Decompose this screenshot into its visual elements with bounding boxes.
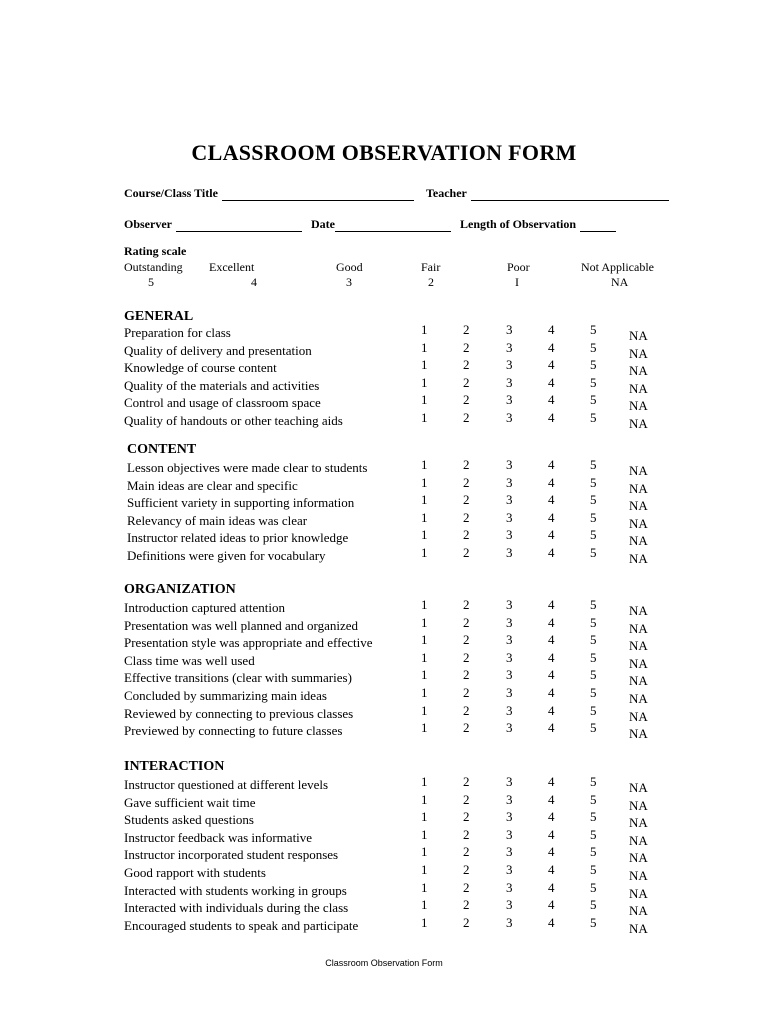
rating-option[interactable]: 2 <box>463 374 470 390</box>
observer-blank[interactable] <box>176 219 302 232</box>
rating-option[interactable]: 1 <box>421 897 428 913</box>
rating-option[interactable]: 5 <box>590 597 597 612</box>
rating-option[interactable]: 5 <box>590 374 597 390</box>
rating-option[interactable]: 5 <box>590 702 597 718</box>
rating-option-na[interactable]: NA <box>629 832 648 848</box>
scale-value: 4 <box>251 275 257 289</box>
rating-option[interactable]: 3 <box>506 720 513 736</box>
rating-option[interactable]: 2 <box>463 844 470 860</box>
scale-label: Excellent <box>209 260 255 274</box>
criterion-label: Good rapport with students <box>124 865 266 880</box>
criterion-label: Class time was well used <box>124 652 255 668</box>
rating-option[interactable]: 5 <box>590 614 597 630</box>
rating-option-na[interactable]: NA <box>629 903 648 919</box>
rating-option[interactable]: 3 <box>506 545 513 560</box>
rating-option[interactable]: 2 <box>463 685 470 700</box>
rating-option-na[interactable]: NA <box>629 498 648 514</box>
rating-option[interactable]: 2 <box>463 392 470 408</box>
rating-option[interactable]: 1 <box>421 410 428 425</box>
criterion-label: Instructor incorporated student responses <box>124 847 339 863</box>
rating-option[interactable]: 1 <box>421 492 428 508</box>
rating-option-na[interactable]: NA <box>629 638 648 654</box>
criterion-label: Presentation was well planned and organized <box>124 617 359 633</box>
rating-option[interactable]: 3 <box>506 509 513 525</box>
rating-option[interactable]: 1 <box>421 844 428 860</box>
rating-option[interactable]: 1 <box>421 774 428 789</box>
rating-option-na[interactable]: NA <box>629 345 648 361</box>
rating-option[interactable]: 3 <box>506 879 513 895</box>
rating-option[interactable]: 1 <box>421 685 428 700</box>
rating-option[interactable]: 2 <box>463 809 470 825</box>
scale-label: Good <box>336 260 363 274</box>
scale-label: Poor <box>507 260 530 274</box>
rating-option[interactable]: 2 <box>463 914 470 930</box>
rating-option[interactable]: 4 <box>548 597 555 612</box>
criterion-label: Quality of handouts or other teaching aids <box>124 413 343 428</box>
rating-option-na[interactable]: NA <box>629 726 648 742</box>
rating-option[interactable]: 3 <box>506 914 513 930</box>
criterion-label: Previewed by connecting to future classes <box>124 723 343 739</box>
observer-field[interactable] <box>124 217 302 232</box>
rating-option[interactable]: 4 <box>548 914 555 930</box>
rating-option[interactable]: 4 <box>548 844 555 860</box>
criterion-label: Encouraged students to speak and participate <box>124 917 359 933</box>
rating-option-na[interactable]: NA <box>629 533 648 549</box>
rating-option[interactable]: 5 <box>590 791 597 807</box>
rating-option[interactable]: 1 <box>421 914 428 930</box>
section-heading: GENERAL <box>124 309 194 324</box>
course-title-field[interactable] <box>124 186 414 201</box>
rating-option[interactable]: 5 <box>590 509 597 525</box>
rating-option[interactable]: 2 <box>463 492 470 508</box>
criterion-label: Main ideas are clear and specific <box>127 477 298 493</box>
rating-option-na[interactable]: NA <box>629 398 648 414</box>
rating-option[interactable]: 5 <box>590 474 597 490</box>
rating-option[interactable]: 1 <box>421 862 428 877</box>
rating-option[interactable]: 4 <box>548 474 555 490</box>
rating-option[interactable]: 2 <box>463 322 470 337</box>
rating-option[interactable]: 4 <box>548 357 555 373</box>
rating-option-na[interactable]: NA <box>629 603 648 618</box>
date-field[interactable] <box>311 217 451 232</box>
rating-option[interactable]: 2 <box>463 774 470 789</box>
rating-option[interactable]: 2 <box>463 667 470 683</box>
criterion-label: Control and usage of classroom space <box>124 395 321 411</box>
rating-option[interactable]: 3 <box>506 492 513 508</box>
rating-option[interactable]: 3 <box>506 685 513 700</box>
rating-option[interactable]: 5 <box>590 667 597 683</box>
rating-option-na[interactable]: NA <box>629 708 648 724</box>
rating-option-na[interactable]: NA <box>629 620 648 636</box>
rating-option[interactable]: 1 <box>421 357 428 373</box>
criterion-label: Gave sufficient wait time <box>124 794 256 810</box>
criterion-label: Concluded by summarizing main ideas <box>124 688 327 703</box>
date-blank[interactable] <box>335 219 451 232</box>
rating-option[interactable]: 2 <box>463 357 470 373</box>
rating-option[interactable]: 4 <box>548 862 555 877</box>
rating-option[interactable]: 3 <box>506 474 513 490</box>
rating-option[interactable]: 3 <box>506 826 513 842</box>
rating-option[interactable]: 4 <box>548 897 555 913</box>
rating-option[interactable]: 5 <box>590 720 597 736</box>
rating-option-na[interactable]: NA <box>629 416 648 431</box>
rating-option[interactable]: 5 <box>590 545 597 560</box>
rating-option[interactable]: 5 <box>590 685 597 700</box>
rating-option[interactable]: 4 <box>548 632 555 648</box>
rating-option[interactable]: 2 <box>463 649 470 665</box>
section-heading: INTERACTION <box>124 759 225 774</box>
rating-option[interactable]: 1 <box>421 527 428 543</box>
criterion-label: Interacted with students working in groups <box>124 882 347 898</box>
rating-option[interactable]: 4 <box>548 826 555 842</box>
criterion-label: Definitions were given for vocabulary <box>127 548 326 563</box>
rating-option[interactable]: 2 <box>463 632 470 648</box>
rating-option[interactable]: 5 <box>590 914 597 930</box>
rating-option[interactable]: 1 <box>421 879 428 895</box>
teacher-label: Teacher <box>426 186 467 200</box>
length-field[interactable] <box>460 217 616 232</box>
criterion-label: Instructor questioned at different levels <box>124 777 329 792</box>
rating-option[interactable]: 2 <box>463 862 470 877</box>
criterion-label: Interacted with individuals during the class <box>124 900 349 916</box>
rating-option[interactable]: 3 <box>506 649 513 665</box>
rating-option[interactable]: 5 <box>590 844 597 860</box>
rating-option[interactable]: 4 <box>548 685 555 700</box>
rating-option[interactable]: 2 <box>463 457 470 472</box>
rating-option[interactable]: 5 <box>590 392 597 408</box>
criterion-label: Knowledge of course content <box>124 360 277 376</box>
rating-scale-heading: Rating scale <box>124 244 187 258</box>
rating-option[interactable]: 1 <box>421 632 428 648</box>
scale-label: Not Applicable <box>581 260 654 274</box>
rating-option-na[interactable]: NA <box>629 363 648 379</box>
rating-option[interactable]: 3 <box>506 844 513 860</box>
rating-option[interactable]: 4 <box>548 457 555 472</box>
rating-option[interactable]: 3 <box>506 897 513 913</box>
rating-option[interactable]: 2 <box>463 410 470 425</box>
rating-option[interactable]: 4 <box>548 809 555 825</box>
rating-option[interactable]: 5 <box>590 322 597 337</box>
rating-option-na[interactable]: NA <box>629 920 648 936</box>
rating-option[interactable]: 3 <box>506 774 513 789</box>
rating-option[interactable]: 5 <box>590 357 597 373</box>
criterion-label: Introduction captured attention <box>124 600 286 615</box>
criterion-label: Preparation for class <box>124 325 231 340</box>
criterion-label: Reviewed by connecting to previous classes <box>124 705 354 721</box>
rating-option[interactable]: 3 <box>506 339 513 355</box>
rating-option[interactable]: 1 <box>421 339 428 355</box>
rating-option[interactable]: 3 <box>506 862 513 877</box>
scale-label: Outstanding <box>124 260 183 274</box>
rating-option-na[interactable]: NA <box>629 780 648 795</box>
rating-option[interactable]: 1 <box>421 545 428 560</box>
scale-value: 5 <box>148 275 154 289</box>
rating-option[interactable]: 4 <box>548 545 555 560</box>
rating-option[interactable]: 4 <box>548 720 555 736</box>
rating-option[interactable]: 3 <box>506 322 513 337</box>
scale-value: 2 <box>428 275 434 289</box>
rating-option-na[interactable]: NA <box>629 815 648 831</box>
rating-option[interactable]: 5 <box>590 809 597 825</box>
criterion-label: Lesson objectives were made clear to students <box>127 460 368 475</box>
rating-option[interactable]: 3 <box>506 809 513 825</box>
rating-option[interactable]: 5 <box>590 879 597 895</box>
rating-option[interactable]: 5 <box>590 492 597 508</box>
length-label: Length of Observation <box>460 217 577 231</box>
rating-option-na[interactable]: NA <box>629 850 648 866</box>
rating-option[interactable]: 3 <box>506 614 513 630</box>
rating-option[interactable]: 4 <box>548 527 555 543</box>
rating-option[interactable]: 2 <box>463 791 470 807</box>
scale-value: NA <box>611 275 629 289</box>
rating-option-na[interactable]: NA <box>629 480 648 496</box>
rating-option[interactable]: 1 <box>421 702 428 718</box>
rating-option[interactable]: 4 <box>548 649 555 665</box>
rating-option[interactable]: 4 <box>548 392 555 408</box>
criterion-label: Quality of the materials and activities <box>124 377 320 393</box>
criterion-label: Students asked questions <box>124 812 254 828</box>
rating-option-na[interactable]: NA <box>629 797 648 813</box>
rating-option[interactable]: 2 <box>463 509 470 525</box>
rating-option[interactable]: 3 <box>506 632 513 648</box>
rating-option[interactable]: 4 <box>548 374 555 390</box>
page-footer: Classroom Observation Form <box>325 958 443 968</box>
rating-option[interactable]: 4 <box>548 410 555 425</box>
rating-option-na[interactable]: NA <box>629 691 648 706</box>
rating-option[interactable]: 3 <box>506 791 513 807</box>
criterion-label: Effective transitions (clear with summaries) <box>124 670 352 686</box>
rating-option-na[interactable]: NA <box>629 655 648 671</box>
rating-option[interactable]: 2 <box>463 597 470 612</box>
length-blank[interactable] <box>580 219 616 232</box>
page-title: CLASSROOM OBSERVATION FORM <box>191 140 577 165</box>
section-heading: CONTENT <box>127 442 197 457</box>
rating-option[interactable]: 5 <box>590 774 597 789</box>
rating-option[interactable]: 5 <box>590 826 597 842</box>
rating-option[interactable]: 2 <box>463 826 470 842</box>
rating-option[interactable]: 3 <box>506 374 513 390</box>
rating-option[interactable]: 4 <box>548 791 555 807</box>
criterion-label: Sufficient variety in supporting information <box>127 495 355 511</box>
rating-option[interactable]: 2 <box>463 720 470 736</box>
rating-option-na[interactable]: NA <box>629 463 648 478</box>
rating-option-na[interactable]: NA <box>629 515 648 531</box>
rating-option[interactable]: 1 <box>421 597 428 612</box>
rating-option[interactable]: 3 <box>506 392 513 408</box>
observer-label: Observer <box>124 217 172 231</box>
rating-option[interactable]: 5 <box>590 339 597 355</box>
scale-value: I <box>515 275 519 289</box>
rating-option[interactable]: 5 <box>590 410 597 425</box>
rating-option[interactable]: 3 <box>506 357 513 373</box>
rating-option[interactable]: 3 <box>506 597 513 612</box>
teacher-field[interactable] <box>426 186 669 201</box>
rating-option[interactable]: 4 <box>548 774 555 789</box>
rating-option[interactable]: 1 <box>421 720 428 736</box>
rating-option[interactable]: 5 <box>590 897 597 913</box>
rating-option-na[interactable]: NA <box>629 868 648 883</box>
rating-option[interactable]: 5 <box>590 527 597 543</box>
rating-option[interactable]: 1 <box>421 667 428 683</box>
rating-option[interactable]: 5 <box>590 649 597 665</box>
course-title-blank[interactable] <box>222 188 414 201</box>
rating-option[interactable]: 1 <box>421 322 428 337</box>
rating-option[interactable]: 2 <box>463 614 470 630</box>
rating-option[interactable]: 2 <box>463 474 470 490</box>
rating-option-na[interactable]: NA <box>629 380 648 396</box>
rating-option[interactable]: 2 <box>463 879 470 895</box>
criterion-label: Quality of delivery and presentation <box>124 342 312 358</box>
rating-option[interactable]: 5 <box>590 457 597 472</box>
rating-option[interactable]: 4 <box>548 879 555 895</box>
rating-option[interactable]: 1 <box>421 649 428 665</box>
rating-option[interactable]: 2 <box>463 527 470 543</box>
criterion-label: Relevancy of main ideas was clear <box>127 512 308 528</box>
rating-option[interactable]: 4 <box>548 509 555 525</box>
rating-option[interactable]: 1 <box>421 809 428 825</box>
date-label: Date <box>311 217 335 231</box>
rating-option[interactable]: 4 <box>548 322 555 337</box>
rating-option[interactable]: 1 <box>421 457 428 472</box>
criterion-label: Presentation style was appropriate and effective <box>124 635 373 651</box>
criterion-label: Instructor related ideas to prior knowledge <box>127 530 349 546</box>
rating-option[interactable]: 2 <box>463 897 470 913</box>
rating-option[interactable]: 3 <box>506 667 513 683</box>
rating-option[interactable]: 4 <box>548 339 555 355</box>
rating-option[interactable]: 4 <box>548 614 555 630</box>
rating-option[interactable]: 3 <box>506 702 513 718</box>
rating-option-na[interactable]: NA <box>629 885 648 901</box>
course-title-label: Course/Class Title <box>124 186 218 200</box>
rating-option[interactable]: 5 <box>590 632 597 648</box>
rating-option[interactable]: 1 <box>421 392 428 408</box>
rating-option[interactable]: 2 <box>463 339 470 355</box>
rating-option-na[interactable]: NA <box>629 328 648 343</box>
rating-option[interactable]: 1 <box>421 509 428 525</box>
rating-option[interactable]: 1 <box>421 826 428 842</box>
rating-option[interactable]: 4 <box>548 702 555 718</box>
rating-option[interactable]: 3 <box>506 527 513 543</box>
rating-option[interactable]: 2 <box>463 702 470 718</box>
rating-option-na[interactable]: NA <box>629 673 648 689</box>
teacher-blank[interactable] <box>471 188 669 201</box>
rating-option[interactable]: 5 <box>590 862 597 877</box>
rating-option[interactable]: 4 <box>548 667 555 683</box>
section-heading: ORGANIZATION <box>124 582 236 597</box>
rating-option[interactable]: 1 <box>421 614 428 630</box>
rating-option[interactable]: 2 <box>463 545 470 560</box>
rating-option-na[interactable]: NA <box>629 551 648 566</box>
scale-label: Fair <box>421 260 441 274</box>
rating-option[interactable]: 1 <box>421 374 428 390</box>
rating-option[interactable]: 1 <box>421 474 428 490</box>
scale-value: 3 <box>346 275 352 289</box>
rating-option[interactable]: 4 <box>548 492 555 508</box>
rating-option[interactable]: 3 <box>506 410 513 425</box>
criterion-label: Instructor feedback was informative <box>124 829 313 845</box>
rating-option[interactable]: 3 <box>506 457 513 472</box>
rating-option[interactable]: 1 <box>421 791 428 807</box>
